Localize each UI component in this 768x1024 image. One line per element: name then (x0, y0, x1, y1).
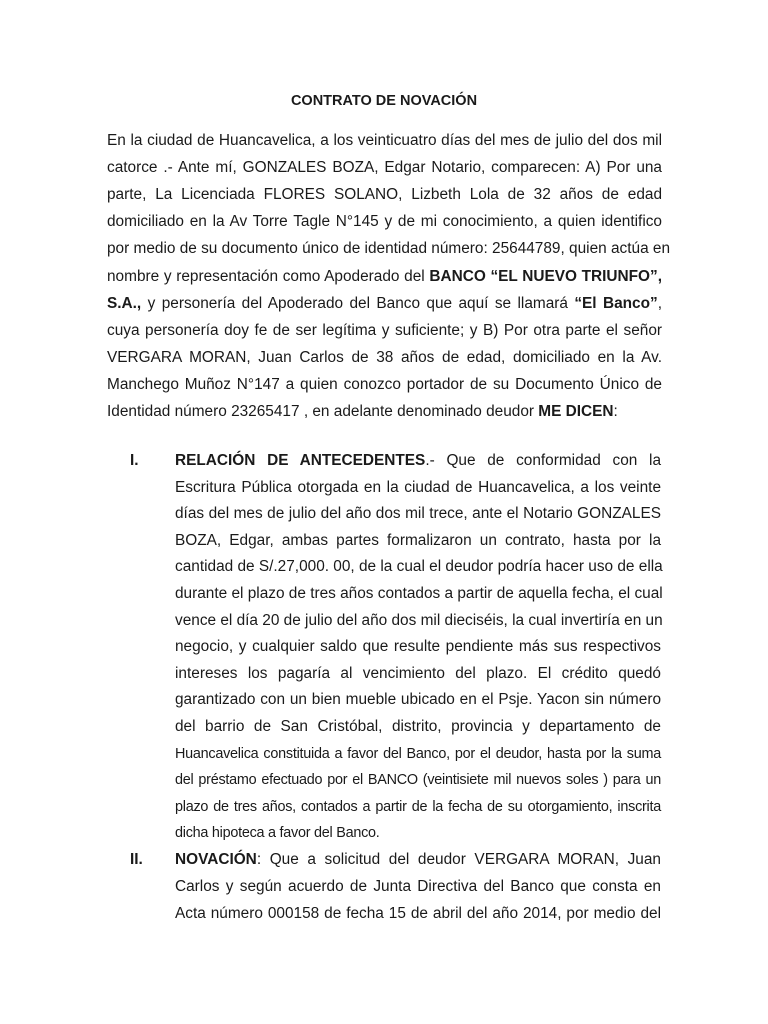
section-line (175, 744, 661, 764)
section-numeral-i: I. (130, 452, 139, 469)
text-segment: Identidad número 23265417 , en adelante denominado deudor (107, 403, 539, 420)
bold-text: “El Banco” (574, 294, 658, 312)
paragraph-line (107, 212, 662, 232)
section-line (175, 797, 661, 817)
paragraph-line (107, 267, 662, 287)
section-line (175, 770, 661, 790)
text-segment: dicha hipoteca a favor del Banco. (175, 825, 380, 842)
text-segment: del préstamo efectuado por el BANCO (veintisiete mil nuevos soles ) para un (175, 772, 661, 789)
text-segment: Acta número 000158 de fecha 15 de abril del año 2014, por medio del (175, 905, 661, 922)
text-segment: por medio de su documento único de identidad número: 25644789, quien actúa en (107, 240, 671, 258)
section-line (175, 637, 661, 657)
text-segment: Carlos y según acuerdo de Junta Directiva del Banco que consta en (175, 878, 661, 895)
text-segment: Escritura Pública otorgada en la ciudad de Huancavelica, a los veinte (175, 478, 661, 496)
text-segment: cuya personería doy fe de ser legítima y suficiente; y B) Por otra parte el señor (107, 321, 662, 339)
text-segment: En la ciudad de Huancavelica, a los veinticuatro días del mes de julio del dos mil (107, 132, 662, 149)
section-numeral-ii: II. (130, 851, 143, 868)
paragraph-line (107, 185, 662, 205)
text-segment: del barrio de San Cristóbal, distrito, provincia y departamento de (175, 718, 661, 735)
section-line (175, 850, 661, 870)
paragraph-line (107, 294, 662, 314)
text-segment: : (613, 403, 618, 420)
paragraph-line (107, 348, 662, 368)
section-line (175, 904, 661, 924)
section-line (175, 717, 661, 737)
text-segment: , (657, 294, 662, 312)
text-segment: VERGARA MORAN, Juan Carlos de 38 años de edad, domiciliado en la Av. (107, 348, 662, 366)
paragraph-line (107, 402, 662, 422)
text-segment: durante el plazo de tres años contados a partir de aquella fecha, el cual (175, 585, 663, 602)
paragraph-line (107, 131, 662, 151)
paragraph-line (107, 158, 662, 178)
section-line (175, 478, 661, 498)
text-segment: catorce .- Ante mí, GONZALES BOZA, Edgar Notario, comparecen: A) Por una (107, 159, 662, 177)
section-line (175, 584, 661, 604)
section-line (175, 451, 661, 471)
text-segment: garantizado con un bien mueble ubicado en el Psje. Yacon sin número (175, 691, 661, 709)
paragraph-line (107, 375, 662, 395)
section-line (175, 531, 661, 551)
text-segment: y personería del Apoderado del Banco que aquí se llamará (141, 294, 575, 312)
section-line (175, 823, 661, 843)
text-segment: plazo de tres años, contados a partir de la fecha de su otorgamiento, inscrita (175, 798, 661, 815)
text-segment: negocio, y cualquier saldo que resulte pendiente más sus respectivos (175, 638, 661, 656)
text-segment: Manchego Muñoz N°147 a quien conozco portador de su Documento Único de (107, 375, 662, 393)
text-segment: intereses los pagaría al vencimiento del plazo. El crédito quedó (175, 664, 661, 682)
section-line (175, 611, 661, 631)
paragraph-line (107, 321, 662, 341)
section-line (175, 557, 661, 577)
text-segment: .- Que de conformidad con la (425, 452, 662, 469)
bold-text: ME DICEN (538, 403, 614, 420)
text-segment: nombre y representación como Apoderado del (107, 267, 430, 285)
section-line (175, 664, 661, 684)
text-segment: domiciliado en la Av Torre Tagle N°145 y de mi conocimiento, a quien identifico (107, 213, 662, 231)
text-segment: vence el día 20 de julio del año dos mil dieciséis, la cual invertiría en un (175, 611, 663, 629)
bold-text: S.A., (107, 294, 142, 312)
text-segment: Huancavelica constituida a favor del Banco, por el deudor, hasta por la suma (175, 745, 661, 762)
section-line (175, 504, 661, 524)
bold-text: NOVACIÓN (175, 851, 257, 868)
text-segment: días del mes de julio del año dos mil trece, ante el Notario GONZALES (175, 505, 661, 523)
text-segment: : Que a solicitud del deudor VERGARA MORAN, Juan (256, 851, 661, 868)
section-line (175, 690, 661, 710)
text-segment: parte, La Licenciada FLORES SOLANO, Lizbeth Lola de 32 años de edad (107, 186, 662, 204)
paragraph-line (107, 239, 671, 259)
text-segment: cantidad de S/.27,000. 00, de la cual el deudor podría hacer uso de ella (175, 558, 663, 576)
document-title: CONTRATO DE NOVACIÓN (290, 93, 478, 109)
bold-text: BANCO “EL NUEVO TRIUNFO”, (429, 267, 662, 285)
bold-text: RELACIÓN DE ANTECEDENTES (175, 452, 426, 469)
section-line (175, 877, 661, 897)
text-segment: BOZA, Edgar, ambas partes formalizaron un contrato, hasta por la (175, 531, 661, 549)
